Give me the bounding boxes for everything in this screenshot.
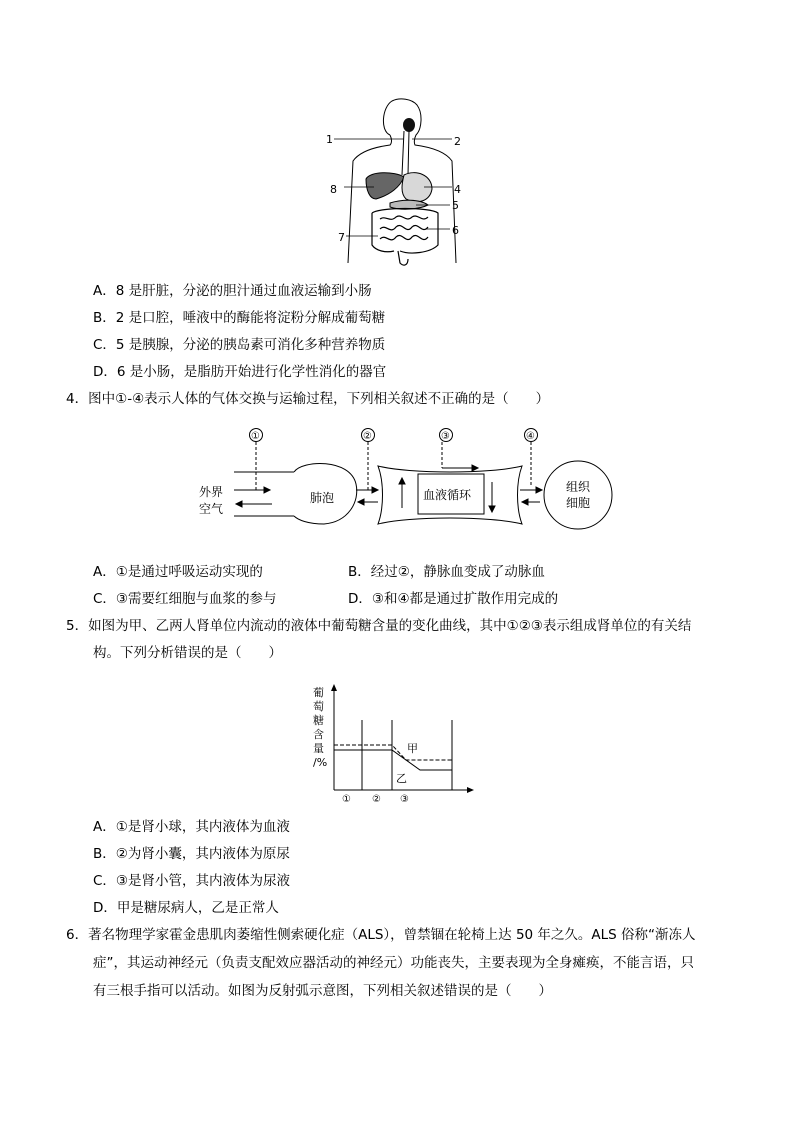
q5-option-c: C．③是肾小管，其内液体为尿液 [93,873,291,889]
q6-stem-line-1: 6．著名物理学家霍金患肌肉萎缩性侧索硬化症（ALS），曾禁锢在轮椅上达 50 年之久。ALS 俗称“渐冻人 [66,927,696,943]
blood-circulation-label: 血液循环 [423,488,472,502]
q4-option-c: C．③需要红细胞与血浆的参与 [93,591,277,607]
glucose-chart [310,682,480,807]
marker-1: ① [251,431,260,442]
organ-label-5: 5 [452,199,459,212]
outside-air-label: 外界 [199,485,224,499]
y-label-char-1: 葡 [313,686,324,699]
series-jia-line [334,745,452,760]
tissue-cell-label-2: 细胞 [566,496,591,510]
x-tick-3: ③ [400,794,409,805]
organ-label-7: 7 [338,231,345,244]
q5-option-d: D．甲是糖尿病人，乙是正常人 [93,900,279,916]
q5-stem-line-1: 5．如图为甲、乙两人肾单位内流动的液体中葡萄糖含量的变化曲线，其中①②③表示组成肾单位的有关结 [66,618,692,634]
q3-option-c: C．5 是胰腺，分泌的胰岛素可消化多种营养物质 [93,337,386,353]
digestive-system-figure [320,95,480,270]
q5-stem-line-2: 构。下列分析错误的是（ ） [93,645,282,661]
organ-label-4: 4 [454,183,461,196]
q4-option-a: A．①是通过呼吸运动实现的 [93,564,263,580]
series-jia-label: 甲 [407,742,418,755]
q6-stem-line-3: 有三根手指可以活动。如图为反射弧示意图，下列相关叙述错误的是（ ） [93,983,552,999]
q6-stem-line-2: 症”，其运动神经元（负责支配效应器活动的神经元）功能丧失，主要表现为全身瘫痪，不能言语，只 [93,955,694,971]
organ-label-8: 8 [330,183,337,196]
tissue-cell-label: 组织 [566,480,591,494]
y-label-char-3: 糖 [313,714,324,727]
q3-option-d: D．6 是小肠，是脂肪开始进行化学性消化的器官 [93,364,387,380]
marker-3: ③ [441,431,450,442]
gas-exchange-figure [190,424,630,549]
alveoli-label: 肺泡 [310,491,335,505]
organ-label-1: 1 [326,133,333,146]
y-label-char-4: 含 [313,728,324,741]
q4-option-b: B．经过②，静脉血变成了动脉血 [348,564,545,580]
q4-option-d: D．③和④都是通过扩散作用完成的 [348,591,559,607]
q3-option-a: A．8 是肝脏，分泌的胆汁通过血液运输到小肠 [93,283,372,299]
series-yi-label: 乙 [396,772,407,785]
marker-2: ② [363,431,372,442]
outside-air-label-2: 空气 [199,502,224,516]
y-label-char-2: 萄 [313,700,324,713]
q4-stem: 4．图中①-④表示人体的气体交换与运输过程，下列相关叙述不正确的是（ ） [66,391,550,407]
x-tick-1: ① [342,794,351,805]
organ-label-2: 2 [454,135,461,148]
series-yi-line [334,750,452,770]
q5-option-b: B．②为肾小囊，其内液体为原尿 [93,846,290,862]
y-label-char-6: /% [313,756,328,769]
marker-4: ④ [526,431,535,442]
q3-option-b: B．2 是口腔，唾液中的酶能将淀粉分解成葡萄糖 [93,310,386,326]
q5-option-a: A．①是肾小球，其内液体为血液 [93,819,290,835]
x-tick-2: ② [372,794,381,805]
organ-label-6: 6 [452,224,459,237]
y-label-char-5: 量 [313,742,324,755]
